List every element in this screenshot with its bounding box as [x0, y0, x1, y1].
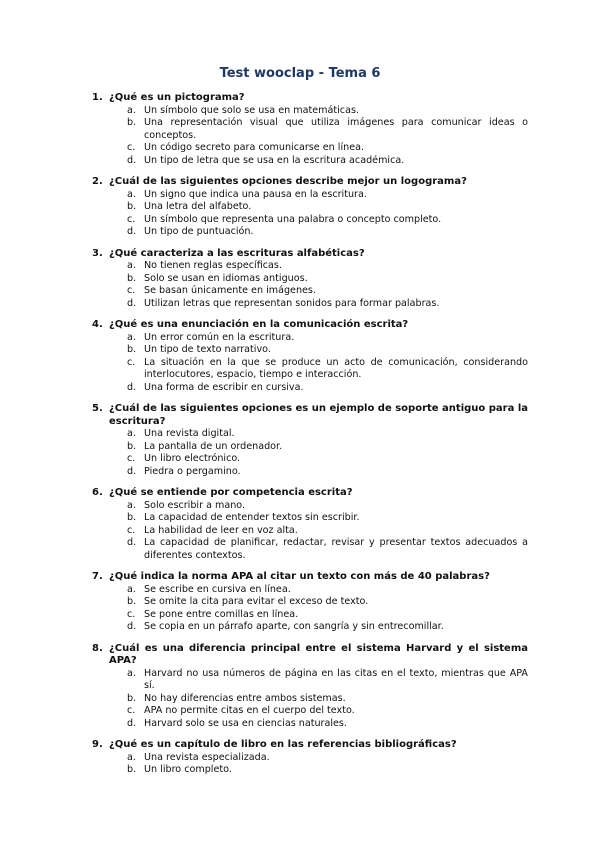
option-list [92, 668, 528, 731]
option-letter: c. [127, 453, 136, 464]
option-text: Un libro electrónico. [144, 453, 241, 464]
option-item [92, 273, 528, 286]
question-number: 4. [92, 319, 103, 330]
question-text: ¿Qué es una enunciación en la comunicación escrita? [109, 319, 409, 330]
option-item [92, 298, 528, 311]
question-item [92, 403, 528, 478]
question-number: 2. [92, 176, 103, 187]
question-number: 5. [92, 403, 103, 414]
option-text: Se basan únicamente en imágenes. [144, 285, 316, 296]
option-item [92, 693, 528, 706]
question-item [92, 319, 528, 394]
question-text: ¿Qué es un capítulo de libro en las referencias bibliográficas? [109, 739, 457, 750]
option-letter: b. [127, 344, 137, 355]
option-item [92, 764, 528, 777]
option-item [92, 453, 528, 466]
question-item [92, 739, 528, 777]
question-text: ¿Qué indica la norma APA al citar un texto con más de 40 palabras? [109, 571, 490, 582]
option-item [92, 668, 528, 693]
option-text: La capacidad de entender textos sin escribir. [144, 512, 360, 523]
option-list [92, 584, 528, 634]
option-item [92, 260, 528, 273]
option-letter: c. [127, 285, 136, 296]
option-item [92, 155, 528, 168]
question-text: ¿Cuál es una diferencia principal entre el sistema Harvard y el sistema APA? [109, 642, 528, 666]
option-text: Una letra del alfabeto. [144, 201, 252, 212]
option-letter: d. [127, 465, 137, 477]
option-letter: b. [127, 117, 137, 128]
option-letter: b. [127, 512, 137, 523]
option-text: Una revista digital. [144, 428, 235, 439]
question-number: 6. [92, 487, 103, 498]
option-text: Una revista especializada. [144, 751, 270, 763]
option-letter: a. [127, 331, 136, 343]
option-text: APA no permite citas en el cuerpo del texto. [144, 705, 355, 716]
option-text: Un signo que indica una pausa en la escritura. [144, 188, 367, 200]
option-text: La situación en la que se produce un acto de comunicación, considerando interlocutores, espacio, tiempo e interacción. [144, 356, 528, 380]
option-item [92, 441, 528, 454]
option-item [92, 285, 528, 298]
option-letter: b. [127, 596, 137, 607]
option-text: Solo escribir a mano. [144, 499, 246, 511]
option-item [92, 718, 528, 731]
question-number: 7. [92, 571, 103, 582]
option-item [92, 382, 528, 395]
option-text: Un tipo de texto narrativo. [144, 344, 271, 355]
option-list [92, 260, 528, 310]
option-letter: b. [127, 201, 137, 212]
option-item [92, 332, 528, 345]
option-text: Harvard solo se usa en ciencias naturales. [144, 717, 347, 729]
option-text: Harvard no usa números de página en las citas en el texto, mientras que APA sí. [144, 667, 528, 691]
option-letter: d. [127, 381, 137, 393]
question-number: 1. [92, 92, 103, 103]
question-item [92, 571, 528, 634]
option-letter: b. [127, 692, 137, 704]
option-item [92, 512, 528, 525]
option-text: Un tipo de letra que se usa en la escritura académica. [144, 154, 405, 166]
option-item [92, 428, 528, 441]
option-letter: a. [127, 260, 136, 271]
option-letter: a. [127, 104, 136, 116]
option-text: La habilidad de leer en voz alta. [144, 524, 298, 536]
question-number: 8. [92, 642, 103, 654]
option-letter: c. [127, 705, 136, 716]
option-text: Se omite la cita para evitar el exceso de texto. [144, 596, 369, 607]
option-letter: c. [127, 142, 136, 153]
option-text: Una representación visual que utiliza imágenes para comunicar ideas o conceptos. [144, 117, 528, 141]
option-item [92, 189, 528, 202]
option-letter: a. [127, 428, 136, 439]
option-letter: d. [127, 226, 137, 237]
option-list [92, 105, 528, 168]
question-list [92, 92, 528, 786]
question-number: 3. [92, 247, 103, 259]
question-item [92, 487, 528, 562]
question-item [92, 248, 528, 311]
option-letter: b. [127, 272, 137, 284]
question-item [92, 92, 528, 167]
option-item [92, 214, 528, 227]
option-letter: c. [127, 356, 136, 368]
option-letter: a. [127, 583, 136, 595]
option-item [92, 466, 528, 479]
option-letter: a. [127, 499, 136, 511]
option-letter: d. [127, 297, 137, 309]
option-text: Un símbolo que solo se usa en matemáticas. [144, 104, 360, 116]
option-list [92, 332, 528, 395]
option-text: Un libro completo. [144, 764, 232, 775]
option-list [92, 500, 528, 563]
option-item [92, 142, 528, 155]
option-item [92, 596, 528, 609]
option-letter: c. [127, 608, 136, 620]
option-text: Utilizan letras que representan sonidos para formar palabras. [144, 297, 440, 309]
page-title: Test wooclap - Tema 6 [219, 66, 381, 81]
option-letter: d. [127, 154, 137, 166]
option-text: Un error común en la escritura. [144, 331, 295, 343]
question-item [92, 643, 528, 731]
option-text: Piedra o pergamino. [144, 465, 241, 477]
option-letter: b. [127, 764, 137, 775]
option-text: Se copia en un párrafo aparte, con sangría y sin entrecomillar. [144, 621, 444, 632]
option-text: No tienen reglas específicas. [144, 260, 282, 271]
option-text: Se pone entre comillas en línea. [144, 608, 299, 620]
option-text: Un tipo de puntuación. [144, 226, 254, 237]
option-text: Se escribe en cursiva en línea. [144, 583, 291, 595]
option-text: Solo se usan en idiomas antiguos. [144, 272, 308, 284]
option-item [92, 357, 528, 382]
option-letter: a. [127, 667, 136, 679]
option-text: La capacidad de planificar, redactar, revisar y presentar textos adecuados a diferentes contextos. [144, 537, 528, 561]
option-item [92, 621, 528, 634]
question-text: ¿Cuál de las siguientes opciones es un ejemplo de soporte antiguo para la escritura? [109, 403, 528, 427]
question-number: 9. [92, 739, 103, 750]
option-text: Un símbolo que representa una palabra o concepto completo. [144, 213, 442, 225]
question-text: ¿Qué caracteriza a las escrituras alfabéticas? [109, 247, 365, 259]
option-text: No hay diferencias entre ambos sistemas. [144, 692, 346, 704]
option-item [92, 609, 528, 622]
option-item [92, 500, 528, 513]
option-letter: a. [127, 751, 136, 763]
option-item [92, 584, 528, 597]
question-text: ¿Qué se entiende por competencia escrita? [109, 487, 353, 498]
question-text: ¿Cuál de las siguientes opciones describe mejor un logograma? [109, 176, 467, 187]
option-letter: d. [127, 537, 137, 548]
option-letter: d. [127, 621, 137, 632]
option-item [92, 344, 528, 357]
question-text: ¿Qué es un pictograma? [109, 92, 245, 103]
option-item [92, 105, 528, 118]
option-item [92, 537, 528, 562]
option-item [92, 525, 528, 538]
option-list [92, 752, 528, 777]
option-text: Una forma de escribir en cursiva. [144, 381, 304, 393]
option-item [92, 226, 528, 239]
option-item [92, 117, 528, 142]
option-item [92, 752, 528, 765]
option-list [92, 428, 528, 478]
option-text: Un código secreto para comunicarse en línea. [144, 142, 365, 153]
option-letter: c. [127, 524, 136, 536]
option-item [92, 705, 528, 718]
option-item [92, 201, 528, 214]
option-letter: b. [127, 440, 137, 452]
option-letter: c. [127, 213, 136, 225]
option-list [92, 189, 528, 239]
option-letter: a. [127, 188, 136, 200]
option-text: La pantalla de un ordenador. [144, 440, 283, 452]
question-item [92, 176, 528, 239]
option-letter: d. [127, 717, 137, 729]
